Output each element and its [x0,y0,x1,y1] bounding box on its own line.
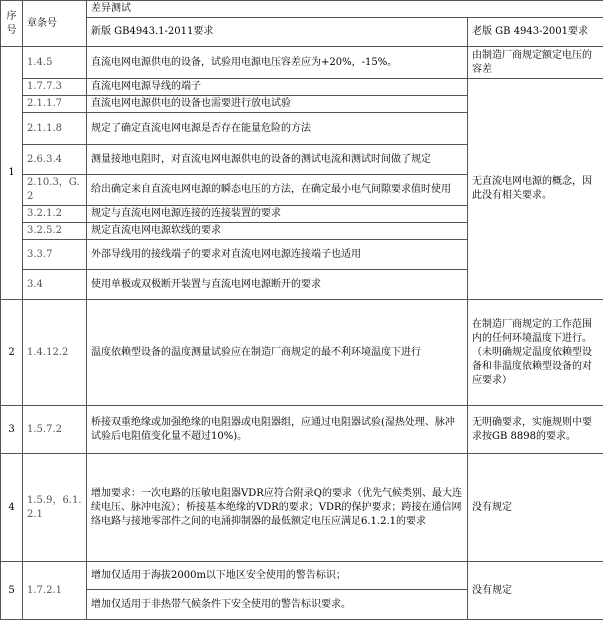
row-no: 1 [1,47,23,300]
new-req-cell: 增加仅适用于海拔2000m以下地区安全使用的警告标识； [87,562,468,590]
old-req-cell: 无明确要求，实施规则中要求按GB 8898的要求。 [468,406,603,454]
header-diff: 差异测试 [87,1,603,18]
clause-cell: 3.4 [23,270,87,300]
clause-cell: 1.4.5 [23,47,87,79]
clause-cell: 1.7.2.1 [23,562,87,620]
new-req-cell: 规定与直流电网电源连接的连接装置的要求 [87,206,468,223]
new-req-cell: 直流电网电源导线的端子 [87,79,468,96]
clause-cell: 2.1.1.8 [23,113,87,145]
new-req-cell: 使用单极或双极断开装置与直流电网电源断开的要求 [87,270,468,300]
clause-cell: 2.1.1.7 [23,96,87,113]
row-no: 2 [1,300,23,406]
old-req-cell: 没有规定 [468,454,603,562]
header-old-version: 老版 GB 4943-2001要求 [468,18,603,47]
clause-cell: 1.5.9，6.1.2.1 [23,454,87,562]
header-seq: 序号 [1,1,23,47]
old-req-cell: 在制造厂商规定的工作范围内的任何环境温度下进行。（未明确规定温度依赖型设备和非温度依赖型设备的对应要求） [468,300,603,406]
header-new-version: 新版 GB4943.1-2011要求 [87,18,468,47]
clause-cell: 3.3.7 [23,240,87,270]
new-req-cell: 增加要求：一次电路的压敏电阻器VDR应符合附录Q的要求（优先气候类别、最大连续电压、脉冲电流）；桥接基本绝缘的VDR的要求；VDR的保护要求；跨接在通信网络电路与接地零部件之间的电涌抑制器的最低额定电压应满足6.1.2.1的要求 [87,454,468,562]
row-no: 4 [1,454,23,562]
clause-cell: 1.4.12.2 [23,300,87,406]
new-req-cell: 外部导线用的接线端子的要求对直流电网电源连接端子也适用 [87,240,468,270]
old-req-cell: 没有规定 [468,562,603,620]
old-req-cell: 无直流电网电源的概念，因此没有相关要求。 [468,79,603,300]
new-req-cell: 直流电网电源供电的设备，试验用电源电压容差应为+20%，-15%。 [87,47,468,79]
new-req-cell: 增加仅适用于非热带气候条件下安全使用的警告标识要求。 [87,590,468,620]
new-req-cell: 桥接双重绝缘或加强绝缘的电阻器或电阻器组，应通过电阻器试验(湿热处理、脉冲试验后电阻值变化量不超过10%)。 [87,406,468,454]
clause-cell: 2.6.3.4 [23,145,87,175]
clause-cell: 2.10.3，G.2 [23,175,87,206]
new-req-cell: 温度依赖型设备的温度测量试验应在制造厂商规定的最不利环境温度下进行 [87,300,468,406]
clause-cell: 1.7.7.3 [23,79,87,96]
clause-cell: 3.2.1.2 [23,206,87,223]
new-req-cell: 给出确定来自直流电网电源的瞬态电压的方法，在确定最小电气间隙要求值时使用 [87,175,468,206]
header-clause: 章条号 [23,1,87,47]
new-req-cell: 测量接地电阻时，对直流电网电源供电的设备的测试电流和测试时间做了规定 [87,145,468,175]
new-req-cell: 规定直流电网电源软线的要求 [87,223,468,240]
new-req-cell: 规定了确定直流电网电源是否存在能量危险的方法 [87,113,468,145]
clause-cell: 1.5.7.2 [23,406,87,454]
row-no: 5 [1,562,23,620]
row-no: 3 [1,406,23,454]
old-req-cell: 由制造厂商规定额定电压的容差 [468,47,603,79]
new-req-cell: 直流电网电源供电的设备也需要进行放电试验 [87,96,468,113]
clause-cell: 3.2.5.2 [23,223,87,240]
